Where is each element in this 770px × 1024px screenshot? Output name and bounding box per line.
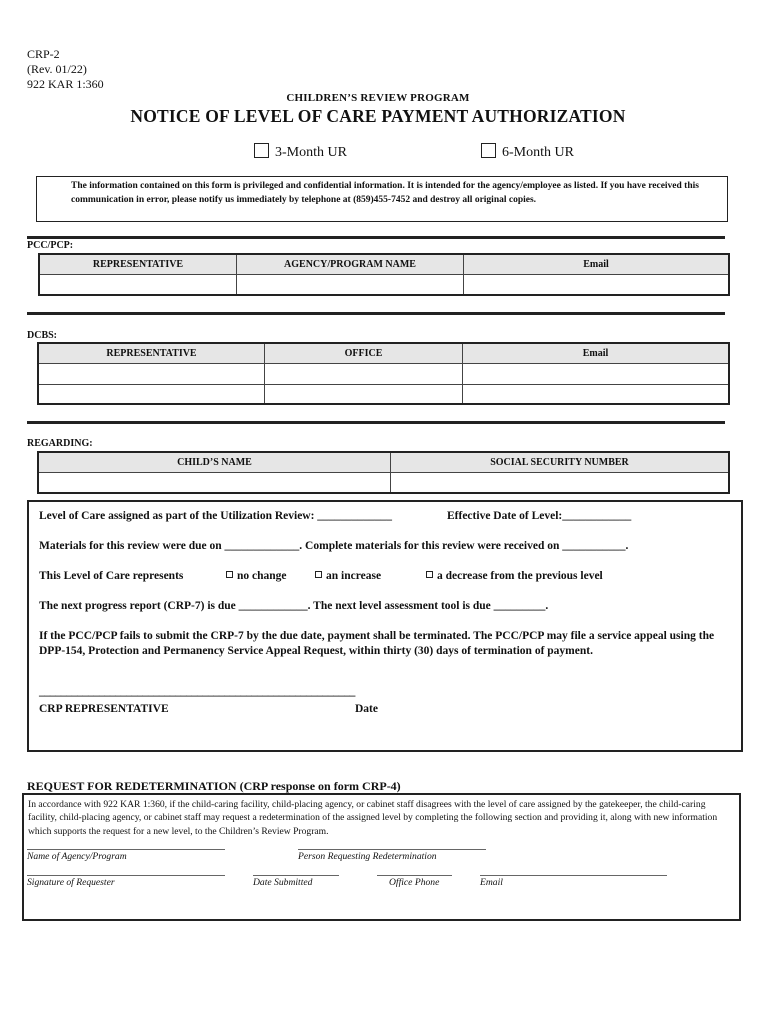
dcbs-email-input[interactable] — [463, 363, 730, 384]
dcbs-representative-input[interactable] — [38, 384, 265, 404]
crp-representative-label: CRP REPRESENTATIVE — [39, 703, 169, 715]
form-revision: (Rev. 01/22) — [27, 62, 87, 76]
regarding-label: REGARDING: — [27, 438, 93, 449]
termination-text: If the PCC/PCP fails to submit the CRP-7 by the due date, payment shall be terminated. The PCC/PCP may file a service appeal using the DPP-154, Protection and Permanency Service Appeal Request, within thirty (30) days of termination of payment. — [39, 630, 715, 657]
progress-report-text: The next progress report (CRP-7) is due ____________. The next level assessment tool is due _________. — [39, 600, 549, 612]
child-name-input[interactable] — [38, 472, 391, 493]
three-month-option[interactable] — [254, 143, 347, 161]
redetermination-heading: REQUEST FOR REDETERMINATION (CRP response on form CRP-4) — [27, 779, 401, 793]
pcc-col-representative: REPRESENTATIVE — [39, 254, 237, 274]
three-month-checkbox[interactable] — [254, 143, 269, 158]
page-title: NOTICE OF LEVEL OF CARE PAYMENT AUTHORIZATION — [130, 106, 626, 126]
email-label: Email — [480, 877, 503, 888]
signature-line[interactable]: __________________________________________________________ — [39, 686, 356, 698]
redetermination-text: In accordance with 922 KAR 1:360, if the child-caring facility, child-placing agency, or cabinet staff disagrees with the level of care assigned by the gatekeeper, the child-caring facility, child-placing agency, or cabinet staff may request a redetermination of the assigned level by completing the following section and providing it, along with new information which supports the request for a new level, to the Children’s Review Program. — [28, 799, 718, 837]
program-name: CHILDREN’S REVIEW PROGRAM — [286, 92, 470, 104]
signature-requester-line[interactable] — [27, 875, 225, 876]
form-regulation: 922 KAR 1:360 — [27, 77, 104, 91]
pcc-agency-input[interactable] — [237, 274, 464, 295]
six-month-label: 6-Month UR — [502, 145, 574, 160]
level-of-care-box — [27, 500, 743, 752]
regarding-col-ssn: SOCIAL SECURITY NUMBER — [391, 452, 730, 472]
confidentiality-text: The information contained on this form is privileged and confidential information. It is intended for the agency/employee as listed. If you have received this communication in error, please notify us immediately by telephone at (859)455-7452 and destroy all original copies. — [71, 181, 699, 205]
pcc-table — [38, 253, 730, 296]
dcbs-col-office: OFFICE — [265, 343, 463, 363]
dcbs-col-email: Email — [463, 343, 730, 363]
agency-name-line[interactable] — [27, 849, 225, 850]
six-month-option[interactable] — [481, 143, 574, 161]
dcbs-label: DCBS: — [27, 330, 58, 341]
pcc-email-input[interactable] — [464, 274, 730, 295]
form-header — [27, 47, 104, 92]
dcbs-col-representative: REPRESENTATIVE — [38, 343, 265, 363]
decrease-checkbox[interactable] — [426, 571, 433, 578]
dcbs-office-input[interactable] — [265, 384, 463, 404]
no-change-checkbox[interactable] — [226, 571, 233, 578]
confidentiality-notice — [36, 176, 728, 222]
section-divider — [27, 236, 725, 239]
section-divider — [27, 421, 725, 424]
dcbs-office-input[interactable] — [265, 363, 463, 384]
signature-requester-label: Signature of Requester — [27, 877, 115, 888]
regarding-col-child-name: CHILD’S NAME — [38, 452, 391, 472]
option-increase[interactable] — [315, 570, 381, 582]
date-label: Date — [355, 703, 378, 715]
person-requesting-label: Person Requesting Redetermination — [298, 851, 437, 862]
six-month-checkbox[interactable] — [481, 143, 496, 158]
represents-text: This Level of Care represents — [39, 570, 184, 582]
materials-text: Materials for this review were due on _____________. Complete materials for this review were received on ___________. — [39, 540, 629, 552]
increase-checkbox[interactable] — [315, 571, 322, 578]
date-submitted-line[interactable] — [253, 875, 339, 876]
email-line[interactable] — [480, 875, 667, 876]
date-submitted-label: Date Submitted — [253, 877, 313, 888]
effective-date-text: Effective Date of Level:____________ — [447, 510, 632, 522]
dcbs-email-input[interactable] — [463, 384, 730, 404]
no-change-label: no change — [237, 570, 287, 582]
option-decrease[interactable] — [426, 570, 603, 582]
pcc-col-email: Email — [464, 254, 730, 274]
person-requesting-line[interactable] — [298, 849, 486, 850]
office-phone-line[interactable] — [377, 875, 452, 876]
form-id: CRP-2 — [27, 47, 60, 61]
office-phone-label: Office Phone — [389, 877, 440, 888]
three-month-label: 3-Month UR — [275, 145, 347, 160]
agency-name-label: Name of Agency/Program — [27, 851, 127, 862]
increase-label: an increase — [326, 570, 382, 582]
pcc-col-agency: AGENCY/PROGRAM NAME — [237, 254, 464, 274]
level-assigned-text: Level of Care assigned as part of the Utilization Review: _____________ — [39, 510, 393, 522]
dcbs-table — [37, 342, 730, 405]
redetermination-box — [22, 793, 741, 921]
regarding-table — [37, 451, 730, 494]
pcc-representative-input[interactable] — [39, 274, 237, 295]
decrease-label: a decrease from the previous level — [437, 570, 603, 582]
ssn-input[interactable] — [391, 472, 730, 493]
section-divider — [27, 312, 725, 315]
option-no-change[interactable] — [226, 570, 287, 582]
pcc-label: PCC/PCP: — [27, 240, 74, 251]
dcbs-representative-input[interactable] — [38, 363, 265, 384]
